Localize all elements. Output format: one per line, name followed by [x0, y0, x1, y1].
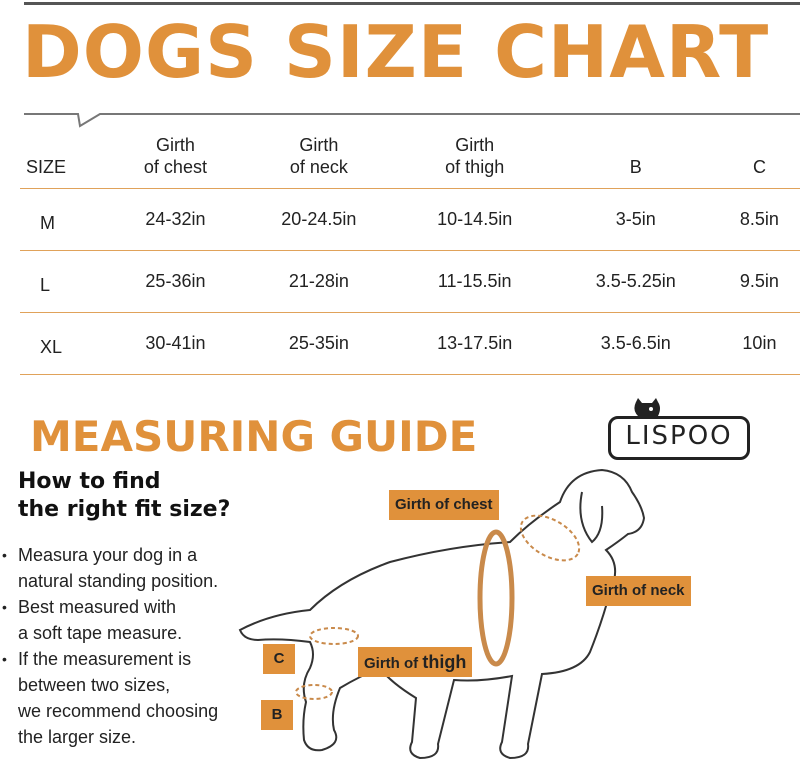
table-row — [20, 250, 800, 312]
label-thigh-prefix: Girth of — [364, 655, 423, 672]
bullet-icon: • — [2, 651, 7, 667]
table-cell: XL — [20, 312, 110, 374]
table-cell: 11-15.5in — [397, 250, 553, 312]
table-cell: 21-28in — [241, 250, 397, 312]
table-cell: 20-24.5in — [241, 188, 397, 250]
label-c: C — [263, 644, 295, 674]
label-girth-chest: Girth of chest — [389, 490, 499, 520]
table-cell: 10-14.5in — [397, 188, 553, 250]
table-row — [20, 312, 800, 374]
table-cell: 10in — [719, 312, 800, 374]
tip-line: natural standing position. — [18, 571, 219, 591]
speech-bubble-line — [0, 100, 800, 130]
label-thigh-word: thigh — [422, 652, 467, 672]
table-cell: 13-17.5in — [397, 312, 553, 374]
tip-line: we recommend choosing — [18, 701, 219, 721]
howto-line: How to find — [18, 469, 161, 494]
bullet-icon: • — [2, 599, 7, 615]
header-b: B — [553, 128, 719, 188]
table-cell: M — [20, 188, 110, 250]
logo-text: LISPOO — [625, 421, 733, 451]
table-cell: 25-36in — [110, 250, 241, 312]
table-cell: 3.5-5.25in — [553, 250, 719, 312]
table-header-row — [20, 128, 800, 188]
tip-line: Best measured with — [18, 597, 177, 617]
tip-item — [0, 646, 250, 750]
header-chest: Girth of chest — [110, 128, 241, 188]
label-girth-neck: Girth of neck — [586, 576, 691, 606]
tip-line: the larger size. — [18, 727, 137, 747]
guide-title: MEASURING GUIDE — [30, 412, 478, 461]
label-girth-thigh — [358, 647, 472, 677]
header-size: SIZE — [20, 128, 110, 188]
table-cell: L — [20, 250, 110, 312]
tip-line: If the measurement is — [18, 649, 192, 669]
table-row — [20, 188, 800, 250]
header-c: C — [719, 128, 800, 188]
tip-item — [0, 542, 250, 594]
brand-logo — [608, 398, 750, 462]
tip-line: between two sizes, — [18, 675, 171, 695]
table-cell: 3-5in — [553, 188, 719, 250]
page-title: DOGS SIZE CHART — [22, 10, 770, 94]
table-cell: 25-35in — [241, 312, 397, 374]
table-cell: 3.5-6.5in — [553, 312, 719, 374]
table-cell: 30-41in — [110, 312, 241, 374]
table-cell: 24-32in — [110, 188, 241, 250]
header-neck: Girth of neck — [241, 128, 397, 188]
header-thigh: Girth of thigh — [397, 128, 553, 188]
tip-line: a soft tape measure. — [18, 623, 183, 643]
howto-line: the right fit size? — [18, 497, 231, 522]
table-cell: 9.5in — [719, 250, 800, 312]
howto-heading — [18, 468, 230, 524]
table-cell: 8.5in — [719, 188, 800, 250]
tips-list — [0, 542, 250, 750]
label-b: B — [261, 700, 293, 730]
tip-line: Measura your dog in a — [18, 545, 198, 565]
top-rule — [24, 2, 800, 5]
tip-item — [0, 594, 250, 646]
size-table — [20, 128, 800, 375]
bullet-icon: • — [2, 547, 7, 563]
